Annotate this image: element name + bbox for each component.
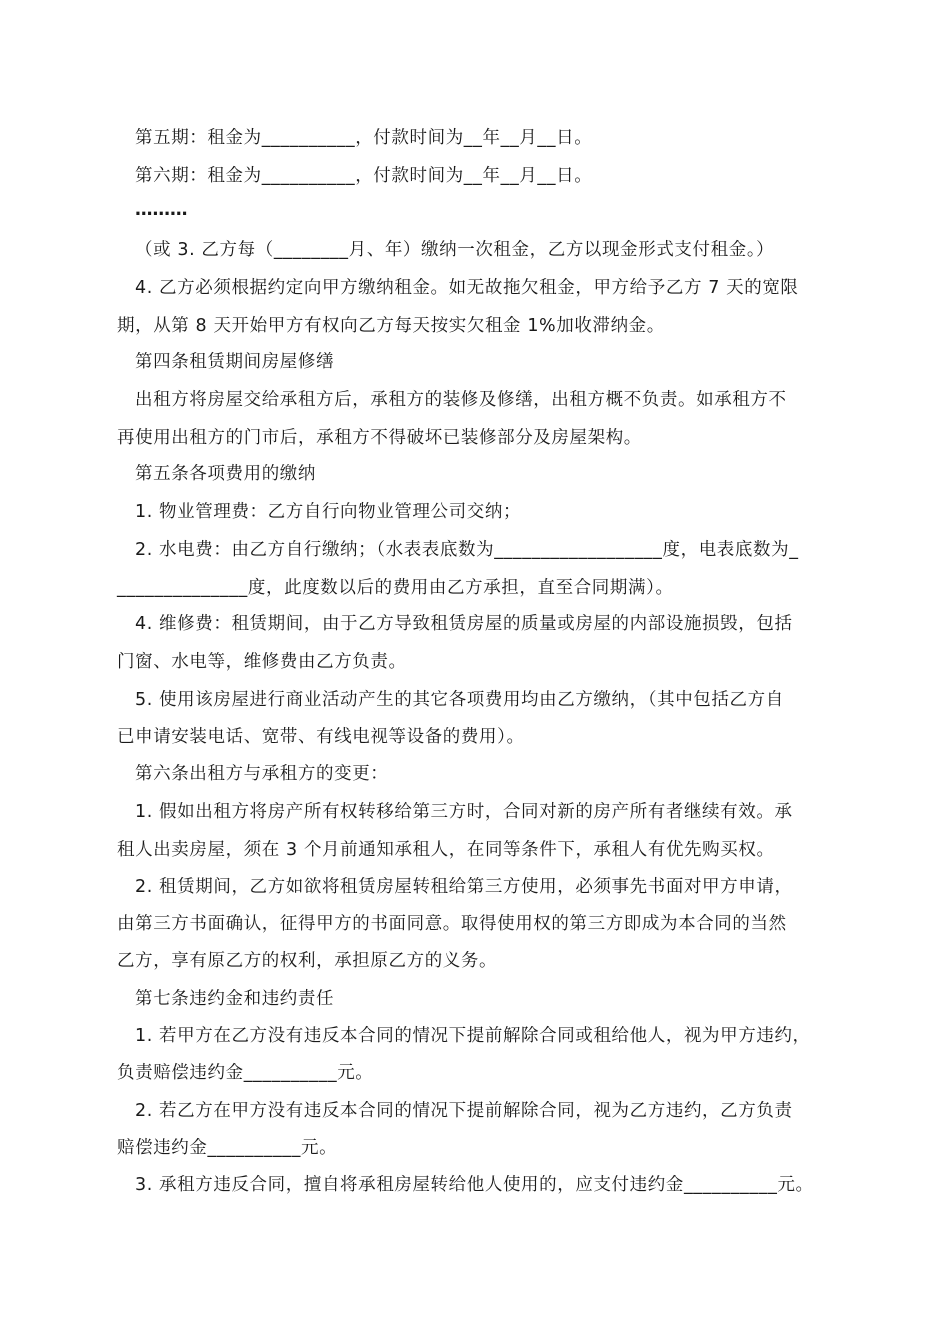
- paragraph-line-utilities-1: 2. 水电费：由乙方自行缴纳；（水表表底数为__________________度，电表底数为_: [135, 540, 799, 560]
- paragraph-line-sublet-2: 由第三方书面确认，征得甲方的书面同意。取得使用权的第三方即成为本合同的当然: [117, 914, 787, 934]
- paragraph-line-period-6: 第六期：租金为__________，付款时间为__年__月__日。: [135, 166, 593, 186]
- paragraph-line-unauthorized-transfer: 3. 承租方违反合同，擅自将承租房屋转给他人使用的，应支付违约金__________元。: [135, 1175, 814, 1195]
- paragraph-line-sublet-1: 2. 租赁期间，乙方如欲将租赁房屋转租给第三方使用，必须事先书面对甲方申请，: [135, 877, 793, 897]
- section-heading-article-7: 第七条违约金和违约责任: [135, 989, 335, 1009]
- paragraph-line-period-5: 第五期：租金为__________，付款时间为__年__月__日。: [135, 128, 593, 148]
- section-heading-article-5: 第五条各项费用的缴纳: [135, 464, 316, 484]
- paragraph-line-maintenance-1: 4. 维修费：租赁期间，由于乙方导致租赁房屋的质量或房屋的内部设施损毁，包括: [135, 614, 793, 634]
- section-heading-article-6: 第六条出租方与承租方的变更：: [135, 764, 389, 784]
- paragraph-line-late-fee-2: 期，从第 8 天开始甲方有权向乙方每天按实欠租金 1%加收滞纳金。: [117, 316, 665, 336]
- paragraph-line-sublet-3: 乙方，享有原乙方的权利，承担原乙方的义务。: [117, 951, 498, 971]
- paragraph-line-repair-1: 出租方将房屋交给承租方后，承租方的装修及修缮，出租方概不负责。如承租方不: [135, 390, 787, 410]
- paragraph-line-transfer-2: 租人出卖房屋，须在 3 个月前通知承租人，在同等条件下，承租人有优先购买权。: [117, 840, 775, 860]
- paragraph-line-repair-2: 再使用出租方的门市后，承租方不得破坏已装修部分及房屋架构。: [117, 428, 642, 448]
- ellipsis-line: ………: [135, 200, 188, 220]
- paragraph-line-other-fees-1: 5. 使用该房屋进行商业活动产生的其它各项费用均由乙方缴纳，（其中包括乙方自: [135, 690, 784, 710]
- paragraph-line-party-a-breach-2: 负责赔偿违约金__________元。: [117, 1063, 374, 1083]
- paragraph-line-party-a-breach-1: 1. 若甲方在乙方没有违反本合同的情况下提前解除合同或租给他人，视为甲方违约，: [135, 1026, 811, 1046]
- section-heading-article-4: 第四条租赁期间房屋修缮: [135, 352, 335, 372]
- paragraph-line-maintenance-2: 门窗、水电等，维修费由乙方负责。: [117, 652, 407, 672]
- paragraph-line-party-b-breach-1: 2. 若乙方在甲方没有违反本合同的情况下提前解除合同，视为乙方违约，乙方负责: [135, 1101, 793, 1121]
- paragraph-line-transfer-1: 1. 假如出租方将房产所有权转移给第三方时，合同对新的房产所有者继续有效。承: [135, 802, 793, 822]
- paragraph-line-utilities-2: ______________度，此度数以后的费用由乙方承担，直至合同期满）。: [117, 578, 674, 598]
- paragraph-line-property-fee: 1. 物业管理费：乙方自行向物业管理公司交纳；: [135, 502, 522, 522]
- paragraph-line-party-b-breach-2: 赔偿违约金__________元。: [117, 1138, 338, 1158]
- paragraph-line-alt-payment: （或 3. 乙方每（________月、年）缴纳一次租金，乙方以现金形式支付租金。）: [135, 240, 775, 260]
- paragraph-line-other-fees-2: 已申请安装电话、宽带、有线电视等设备的费用）。: [117, 727, 525, 747]
- paragraph-line-late-fee-1: 4. 乙方必须根据约定向甲方缴纳租金。如无故拖欠租金，甲方给予乙方 7 天的宽限: [135, 278, 799, 298]
